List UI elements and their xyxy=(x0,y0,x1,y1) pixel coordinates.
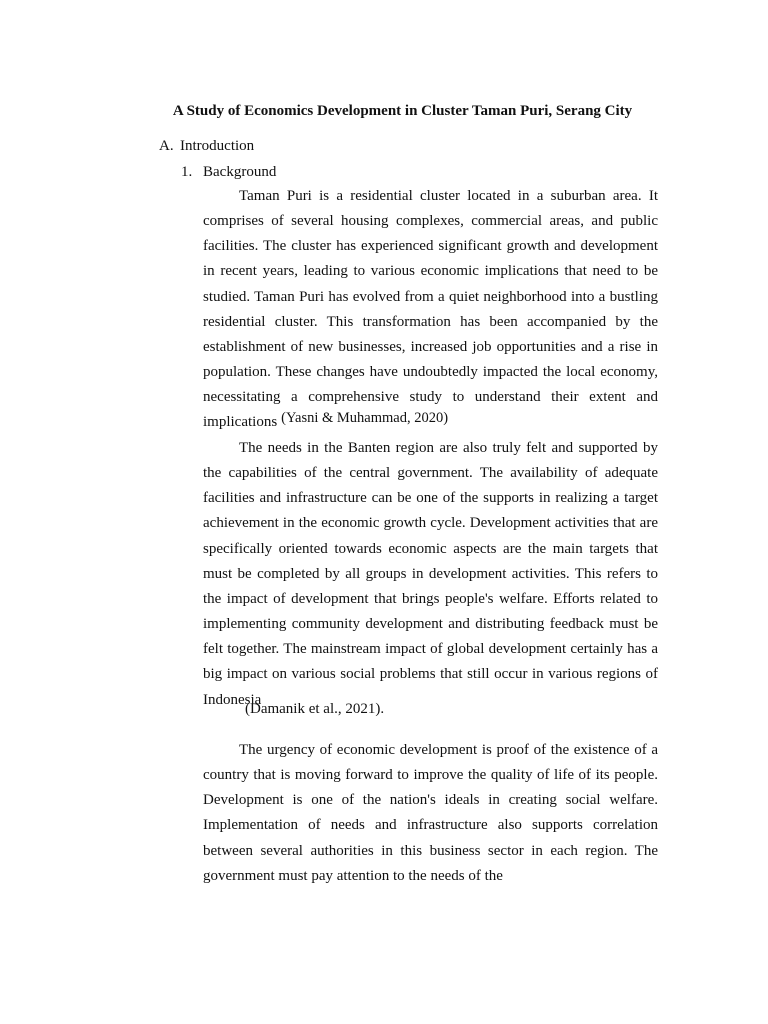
paragraph-text: The needs in the Banten region are also truly felt and supported by the capabilities of the central government. The availability of adequate facilities and infrastructure can be one of the supports in realizing a target achievement in the economic growth cycle. Development activities that are specifically oriented towards economic aspects are the main targets that must be completed by all groups in development activities. This refers to the impact of development that brings people's welfare. Efforts related to implementing community development and distributing feedback must be felt together. The mainstream impact of global development certainly has a big impact on various social problems that still occur in various regions of Indonesia xyxy=(203,440,658,708)
document-title: A Study of Economics Development in Cluster Taman Puri, Serang City xyxy=(172,103,633,119)
citation: (Yasni & Muhammad, 2020) xyxy=(281,410,449,427)
citation: (Damanik et al., 2021). xyxy=(245,701,385,717)
paragraph-background-3 xyxy=(203,738,658,889)
paragraph-text: Taman Puri is a residential cluster located in a suburban area. It comprises of several housing complexes, commercial areas, and public facilities. The cluster has experienced significant growth and development in recent years, leading to various economic implications that need to be studied. Taman Puri has evolved from a quiet neighborhood into a bustling residential cluster. This transformation has been accompanied by the establishment of new businesses, increased job opportunities and a rise in population. These changes have undoubtedly impacted the local economy, necessitating a comprehensive study to understand their extent and implications xyxy=(203,188,658,431)
subsection-number: 1. xyxy=(181,164,193,180)
section-heading xyxy=(159,136,254,156)
section-number: A. xyxy=(159,138,174,154)
subsection-label: Background xyxy=(203,164,277,180)
paragraph-background-1 xyxy=(203,184,658,436)
paragraph-background-2 xyxy=(203,436,658,713)
section-label: Introduction xyxy=(180,138,255,154)
paragraph-text: The urgency of economic development is proof of the existence of a country that is moving forward to improve the quality of life of its people. Development is one of the nation's ideals in creating social welfare. Implementation of needs and infrastructure also supports correlation between several authorities in this business sector in each region. The government must pay attention to the needs of the xyxy=(203,742,658,884)
subsection-heading xyxy=(181,162,276,182)
